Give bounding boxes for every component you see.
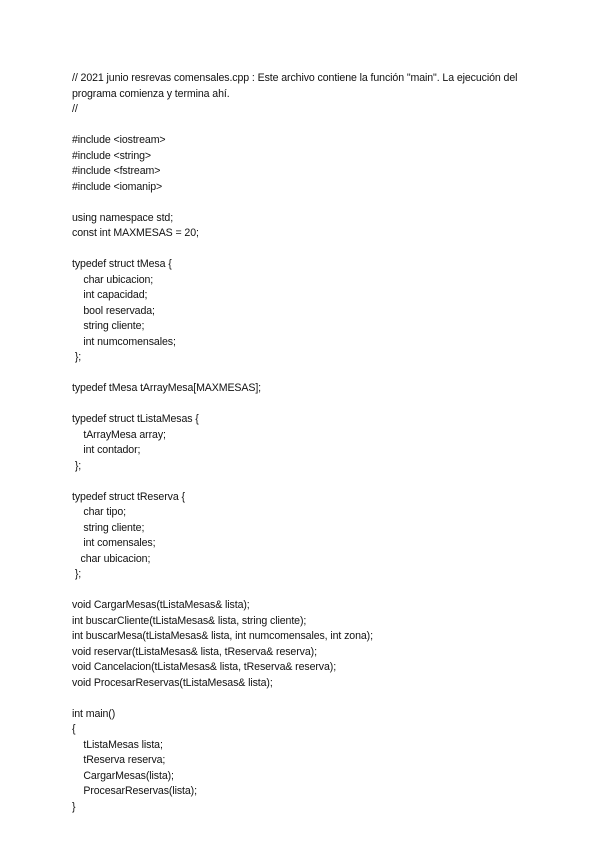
- code-block: [72, 71, 532, 815]
- code-line-comment: // 2021 junio resrevas comensales.cpp : Este archivo contiene la función "main". La ejecución del programa comienza y termina ahí.: [72, 72, 521, 100]
- code-line-blank: [72, 366, 532, 382]
- code-line: }: [72, 800, 76, 813]
- code-line: const int MAXMESAS = 20;: [72, 227, 199, 239]
- code-line: void CargarMesas(tListaMesas& lista);: [72, 599, 250, 611]
- code-line: string cliente;: [72, 320, 145, 332]
- code-line: void reservar(tListaMesas& lista, tReserva& reserva);: [72, 645, 317, 658]
- code-line: };: [72, 459, 82, 472]
- code-line: typedef tMesa tArrayMesa[MAXMESAS];: [72, 382, 262, 394]
- code-line-blank: [72, 691, 532, 707]
- code-line: int comensales;: [72, 537, 156, 549]
- code-line: int capacidad;: [72, 289, 148, 301]
- code-line: #include <iostream>: [72, 134, 166, 146]
- code-line: typedef struct tReserva {: [72, 490, 185, 503]
- code-line: int main(): [72, 707, 116, 720]
- code-line: int contador;: [72, 444, 141, 456]
- code-line: int numcomensales;: [72, 335, 176, 348]
- code-line-blank: [72, 118, 532, 134]
- code-line: string cliente;: [72, 521, 145, 534]
- code-line: {: [72, 723, 76, 735]
- code-line: tReserva reserva;: [72, 754, 166, 766]
- code-line: tListaMesas lista;: [72, 738, 163, 751]
- code-line: int buscarMesa(tListaMesas& lista, int numcomensales, int zona);: [72, 630, 373, 642]
- code-line-blank: [72, 195, 532, 211]
- code-line: char ubicacion;: [72, 552, 151, 565]
- code-line: char ubicacion;: [72, 273, 154, 286]
- code-line: int buscarCliente(tListaMesas& lista, string cliente);: [72, 614, 307, 627]
- code-line: char tipo;: [72, 506, 126, 518]
- code-line: void Cancelacion(tListaMesas& lista, tReserva& reserva);: [72, 661, 337, 673]
- code-line: tArrayMesa array;: [72, 428, 166, 441]
- code-line: ProcesarReservas(lista);: [72, 785, 197, 797]
- code-line: CargarMesas(lista);: [72, 769, 174, 782]
- code-line: bool reservada;: [72, 304, 155, 317]
- code-line-blank: [72, 583, 532, 599]
- code-line: };: [72, 351, 82, 363]
- code-line: #include <string>: [72, 149, 151, 162]
- code-line: void ProcesarReservas(tListaMesas& lista);: [72, 676, 273, 689]
- code-line: typedef struct tListaMesas {: [72, 413, 199, 425]
- code-line: //: [72, 103, 78, 115]
- code-line: typedef struct tMesa {: [72, 258, 172, 270]
- code-line: #include <iomanip>: [72, 180, 163, 193]
- code-line-blank: [72, 474, 532, 490]
- code-line: };: [72, 568, 82, 580]
- code-line: #include <fstream>: [72, 165, 161, 177]
- code-line-blank: [72, 242, 532, 258]
- code-line-blank: [72, 397, 532, 413]
- code-line: using namespace std;: [72, 211, 174, 224]
